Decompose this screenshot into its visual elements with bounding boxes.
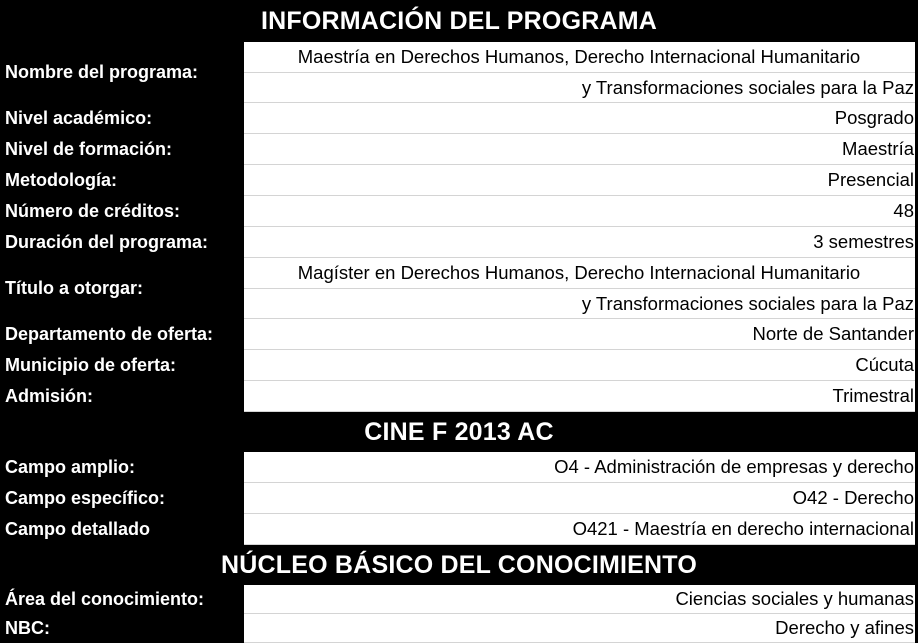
broad-field-label: Campo amplio: [0, 452, 244, 483]
specific-field-label: Campo específico: [0, 483, 244, 514]
program-name-line-2: y Transformaciones sociales para la Paz [581, 76, 914, 98]
department-label: Departamento de oferta: [0, 319, 244, 350]
academic-level-label: Nivel académico: [0, 103, 244, 134]
methodology-value: Presencial [244, 165, 918, 196]
program-info-header: INFORMACIÓN DEL PROGRAMA [0, 0, 918, 42]
training-level-value: Maestría [244, 134, 918, 165]
knowledge-area-label: Área del conocimiento: [0, 585, 244, 614]
municipality-value: Cúcuta [244, 350, 918, 381]
detailed-field-label: Campo detallado [0, 514, 244, 545]
degree-title-line-1: Magíster en Derechos Humanos, Derecho Internacional Humanitario [244, 258, 918, 289]
nbc-label: NBC: [0, 614, 244, 643]
admission-value: Trimestral [244, 381, 918, 412]
academic-level-value: Posgrado [244, 103, 918, 134]
broad-field-value: O4 - Administración de empresas y derecho [244, 452, 918, 483]
degree-title-value [244, 258, 918, 319]
degree-title-line-2: y Transformaciones sociales para la Paz [581, 292, 914, 314]
degree-title-label: Título a otorgar: [0, 258, 244, 319]
duration-label: Duración del programa: [0, 227, 244, 258]
municipality-label: Municipio de oferta: [0, 350, 244, 381]
program-name-value [244, 42, 918, 103]
credits-value: 48 [244, 196, 918, 227]
knowledge-area-value: Ciencias sociales y humanas [244, 585, 918, 614]
admission-label: Admisión: [0, 381, 244, 412]
detailed-field-value: O421 - Maestría en derecho internacional [244, 514, 918, 545]
specific-field-value: O42 - Derecho [244, 483, 918, 514]
training-level-label: Nivel de formación: [0, 134, 244, 165]
program-name-line-1: Maestría en Derechos Humanos, Derecho Internacional Humanitario [244, 42, 918, 73]
credits-label: Número de créditos: [0, 196, 244, 227]
program-name-label: Nombre del programa: [0, 42, 244, 103]
methodology-label: Metodología: [0, 165, 244, 196]
cine-header: CINE F 2013 AC [0, 412, 918, 452]
nbc-value: Derecho y afines [244, 614, 918, 643]
nbc-header: NÚCLEO BÁSICO DEL CONOCIMIENTO [0, 545, 918, 585]
department-value: Norte de Santander [244, 319, 918, 350]
duration-value: 3 semestres [244, 227, 918, 258]
